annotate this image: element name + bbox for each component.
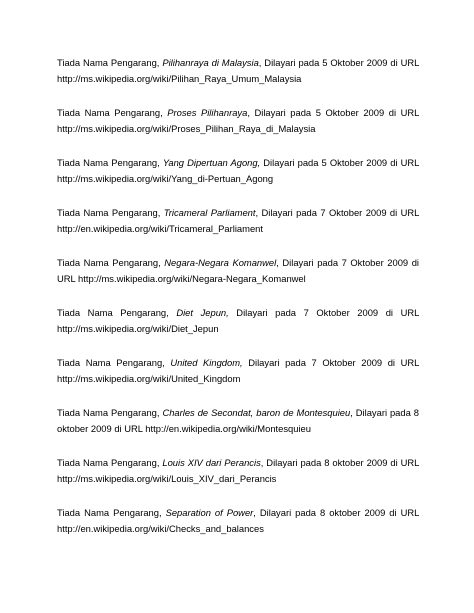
reference-author: Tiada Nama Pengarang, xyxy=(57,157,163,168)
reference-title: Proses Pilihanraya xyxy=(167,107,248,118)
reference-entry xyxy=(57,255,419,287)
reference-url: http://en.wikipedia.org/wiki/Tricameral_Parliament xyxy=(57,223,263,234)
reference-accessed: , Dilayari pada 7 Oktober 2009 di URL xyxy=(57,257,419,284)
reference-accessed: , Dilayari pada 8 oktober 2009 di URL xyxy=(253,507,419,518)
reference-title: Charles de Secondat, baron de Montesquieu xyxy=(162,407,351,418)
reference-author: Tiada Nama Pengarang, xyxy=(57,307,177,318)
reference-entry xyxy=(57,455,419,487)
reference-entry xyxy=(57,105,419,137)
reference-url: http://ms.wikipedia.org/wiki/Louis_XIV_dari_Perancis xyxy=(57,473,277,484)
reference-author: Tiada Nama Pengarang, xyxy=(57,107,168,118)
reference-entry xyxy=(57,405,419,437)
reference-accessed: Dilayari pada 7 Oktober 2009 di URL xyxy=(228,307,420,318)
reference-url: http://ms.wikipedia.org/wiki/Yang_di-Pertuan_Agong xyxy=(57,173,274,184)
reference-title: Louis XIV dari Perancis xyxy=(162,457,261,468)
reference-url: http://en.wikipedia.org/wiki/Checks_and_balances xyxy=(57,523,264,534)
reference-list xyxy=(57,55,419,555)
reference-entry xyxy=(57,55,419,87)
reference-accessed: , Dilayari pada 8 oktober 2009 di URL xyxy=(57,407,419,434)
reference-title: Yang Dipertuan Agong, xyxy=(162,157,264,168)
reference-url: http://ms.wikipedia.org/wiki/Negara-Negara_Komanwel xyxy=(78,273,306,284)
reference-accessed: Dilayari pada 5 Oktober 2009 di URL xyxy=(263,157,419,168)
reference-accessed: , Dilayari pada 7 Oktober 2009 di URL xyxy=(255,207,420,218)
reference-accessed: , Dilayari pada 8 oktober 2009 di URL xyxy=(260,457,419,468)
reference-entry xyxy=(57,505,419,537)
reference-title: Tricameral Parliament xyxy=(163,207,256,218)
reference-title: Separation of Power xyxy=(165,507,254,518)
reference-author: Tiada Nama Pengarang, xyxy=(57,457,163,468)
reference-entry xyxy=(57,155,419,187)
reference-author: Tiada Nama Pengarang, xyxy=(57,57,163,68)
reference-url: http://ms.wikipedia.org/wiki/Pilihan_Raya_Umum_Malaysia xyxy=(57,73,302,84)
reference-author: Tiada Nama Pengarang, xyxy=(57,207,164,218)
reference-accessed: Dilayari pada 7 Oktober 2009 di URL xyxy=(242,357,420,368)
reference-title: United Kingdom, xyxy=(170,357,243,368)
reference-entry xyxy=(57,205,419,237)
reference-author: Tiada Nama Pengarang, xyxy=(57,407,163,418)
reference-author: Tiada Nama Pengarang, xyxy=(57,257,165,268)
reference-url: http://ms.wikipedia.org/wiki/Proses_Pilihan_Raya_di_Malaysia xyxy=(57,123,316,134)
reference-title: Negara-Negara Komanwel xyxy=(164,257,277,268)
reference-entry xyxy=(57,355,419,387)
reference-url: http://ms.wikipedia.org/wiki/United_Kingdom xyxy=(57,373,241,384)
reference-title: Pilihanraya di Malaysia xyxy=(162,57,259,68)
reference-title: Diet Jepun, xyxy=(176,307,229,318)
reference-url: http://ms.wikipedia.org/wiki/Diet_Jepun xyxy=(57,323,219,334)
reference-url: http://en.wikipedia.org/wiki/Montesquieu xyxy=(145,423,311,434)
reference-accessed: , Dilayari pada 5 Oktober 2009 di URL xyxy=(247,107,419,118)
reference-entry xyxy=(57,305,419,337)
reference-accessed: , Dilayari pada 5 Oktober 2009 di URL xyxy=(258,57,419,68)
reference-author: Tiada Nama Pengarang, xyxy=(57,357,171,368)
reference-author: Tiada Nama Pengarang, xyxy=(57,507,166,518)
